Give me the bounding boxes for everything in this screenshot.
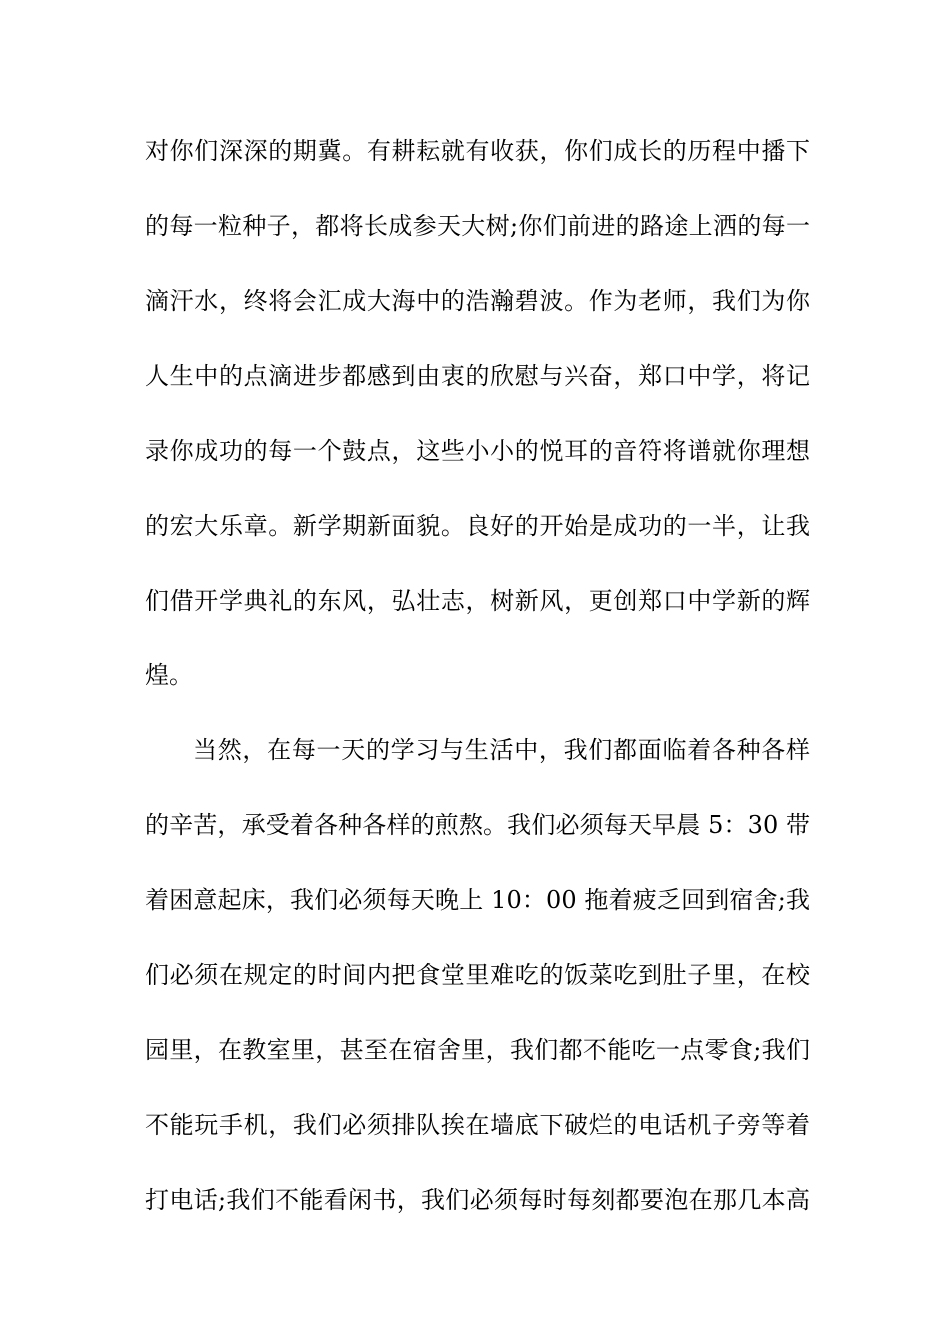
text-line: 的每一粒种子，都将长成参天大树;你们前进的路途上洒的每一	[145, 212, 810, 240]
text-line: 着困意起床，我们必须每天晚上 10：00 拖着疲乏回到宿舍;我	[145, 886, 810, 914]
text-line: 滴汗水，终将会汇成大海中的浩瀚碧波。作为老师，我们为你	[145, 287, 810, 315]
text-line: 的辛苦，承受着各种各样的煎熬。我们必须每天早晨 5：30 带	[145, 811, 810, 839]
text-line: 煌。	[145, 661, 193, 689]
text-line: 当然，在每一天的学习与生活中，我们都面临着各种各样	[193, 736, 810, 764]
text-line: 们借开学典礼的东风，弘壮志，树新风，更创郑口中学新的辉	[145, 587, 810, 615]
text-line: 录你成功的每一个鼓点，这些小小的悦耳的音符将谱就你理想	[145, 437, 810, 465]
text-line: 不能玩手机，我们必须排队挨在墙底下破烂的电话机子旁等着	[145, 1111, 810, 1139]
text-line: 人生中的点滴进步都感到由衷的欣慰与兴奋，郑口中学，将记	[145, 362, 810, 390]
text-line: 们必须在规定的时间内把食堂里难吃的饭菜吃到肚子里，在校	[145, 961, 810, 989]
text-line: 对你们深深的期冀。有耕耘就有收获，你们成长的历程中播下	[145, 137, 810, 165]
text-line: 打电话;我们不能看闲书，我们必须每时每刻都要泡在那几本高	[145, 1186, 810, 1214]
text-line: 的宏大乐章。新学期新面貌。良好的开始是成功的一半，让我	[145, 512, 810, 540]
text-line: 园里，在教室里，甚至在宿舍里，我们都不能吃一点零食;我们	[145, 1036, 810, 1064]
